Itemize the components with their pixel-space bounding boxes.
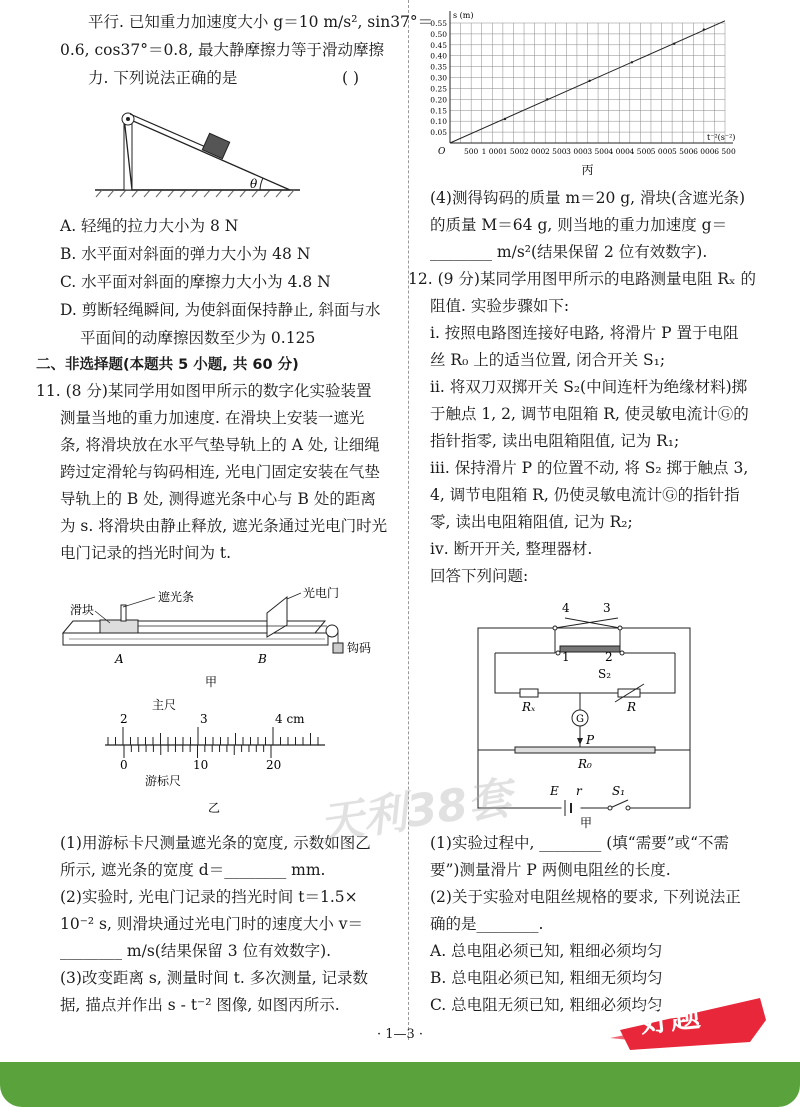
- q11-line2: 测量当地的重力加速度. 在滑块上安装一遮光: [60, 409, 365, 427]
- data-point: [703, 28, 705, 30]
- q11-line3: 条, 将滑块放在水平气垫导轨上的 A 处, 让细绳: [60, 436, 380, 454]
- y-tick-label: 0.10: [430, 117, 447, 127]
- q12-sub1-line1: (1)实验过程中, ________ (填“需要”或“不需: [430, 834, 730, 852]
- main-tick-3: 3: [200, 712, 208, 726]
- x-tick-label: 6 500: [714, 147, 736, 156]
- rope: [130, 114, 208, 148]
- y-tick-label: 0.25: [430, 84, 447, 94]
- data-point: [546, 98, 548, 100]
- data-point: [504, 118, 506, 120]
- label-main-scale: 主尺: [152, 698, 177, 712]
- q11-line7: 电门记录的挡光时间为 t.: [60, 544, 232, 562]
- label-slider: 滑块: [70, 603, 95, 617]
- x-tick-label: 2 500: [545, 147, 567, 156]
- contact-3: 3: [603, 601, 611, 615]
- answer-paren: ( ): [342, 69, 360, 87]
- column-divider: [408, 0, 409, 1040]
- q12-sub1-line2: 要”)测量滑片 P 两侧电阻丝的长度.: [430, 861, 671, 879]
- label-s1: S₁: [612, 784, 626, 798]
- q11-sub2-line1: (2)实验时, 光电门记录的挡光时间 t＝1.5×: [60, 888, 358, 906]
- x-tick-label: 4 500: [629, 147, 652, 156]
- block: [202, 133, 229, 158]
- x-tick-label: 5 000: [650, 147, 673, 156]
- fixed-pulley: [326, 625, 338, 637]
- main-tick-4: 4 cm: [275, 712, 305, 726]
- q12-option-b: B. 总电阻必须已知, 粗细无须均匀: [430, 969, 663, 987]
- q11-sub4-line2: 的质量 M＝64 g, 则当地的重力加速度 g＝: [430, 216, 728, 234]
- q11-line5: 导轨上的 B 处, 测得遮光条中心与 B 处的距离: [60, 490, 376, 508]
- q11-sub4-line3: ________ m/s²(结果保留 2 位有效数字).: [430, 243, 708, 261]
- y-tick-label: 0.20: [430, 95, 447, 105]
- x-tick-label: 4 000: [608, 147, 630, 156]
- contact-1: 1: [562, 650, 570, 664]
- option-d-line1: D. 剪断轻绳瞬间, 为使斜面保持静止, 斜面与水: [60, 301, 381, 319]
- q12-sub2-line1: (2)关于实验对电阻丝规格的要求, 下列说法正: [430, 888, 741, 906]
- label-photogate: 光电门: [303, 586, 340, 600]
- theta-label: θ: [250, 177, 258, 191]
- q12-sub2-line2: 确的是________.: [430, 915, 544, 933]
- vernier-figure: [100, 695, 330, 820]
- x-tick-label: 5 500: [671, 147, 694, 156]
- vernier-tick-20: 20: [266, 758, 282, 772]
- bottom-band: [0, 1062, 800, 1107]
- data-point: [588, 80, 590, 82]
- step3-line2: 4, 调节电阻箱 R, 仍使灵敏电流计Ⓖ的指针指: [430, 486, 740, 504]
- label-r-internal: r: [576, 784, 582, 798]
- vernier-scale-ticks: [124, 745, 271, 758]
- y-tick-label: 0.15: [430, 106, 447, 116]
- label-r: R: [627, 700, 637, 714]
- incline-figure: [90, 105, 310, 200]
- q10-text-line1: 平行. 已知重力加速度大小 g＝10 m/s², sin37°＝: [88, 13, 434, 31]
- label-point-b: B: [258, 652, 267, 666]
- x-tick-label: 3 500: [587, 147, 609, 156]
- q12-option-c: C. 总电阻无须已知, 粗细必须均匀: [430, 996, 663, 1014]
- caption-jia: 甲: [205, 675, 218, 689]
- option-b: B. 水平面对斜面的弹力大小为 48 N: [60, 245, 311, 263]
- y-tick-label: 0.05: [430, 128, 447, 138]
- label-vernier-scale: 游标尺: [145, 774, 182, 788]
- data-point: [673, 43, 675, 45]
- label-e: E: [550, 784, 559, 798]
- hook-weight: [333, 643, 343, 653]
- step2-line2: 于触点 1, 2, 调节电阻箱 R, 使灵敏电流计Ⓖ的: [430, 405, 749, 423]
- step1-line1: ⅰ. 按照电路图连接好电路, 将滑片 P 置于电阻: [430, 324, 739, 342]
- label-s2: S₂: [598, 667, 612, 681]
- chart-y-label: s (m): [453, 11, 474, 20]
- q12-option-a: A. 总电阻必须已知, 粗细必须均匀: [430, 942, 663, 960]
- page-number: · 1—3 ·: [376, 1027, 424, 1042]
- option-d-line2: 平面间的动摩擦因数至少为 0.125: [80, 329, 316, 347]
- y-tick-label: 0.55: [430, 19, 447, 28]
- step2-line3: 指针指零, 读出电阻箱阻值, 记为 R₁;: [430, 432, 680, 450]
- contact-4: 4: [562, 601, 570, 615]
- data-point: [631, 61, 633, 63]
- q10-text-line3: 力. 下列说法正确的是: [88, 69, 238, 87]
- caption-circuit-jia: 甲: [580, 816, 593, 830]
- chart-grid: [450, 11, 736, 143]
- q11-sub2-line3: ________ m/s(结果保留 3 位有效数字).: [60, 942, 332, 960]
- x-tick-label: 2 000: [523, 147, 546, 156]
- label-rx: Rₓ: [522, 700, 536, 714]
- q11-sub4-line1: (4)测得钩码的质量 m＝20 g, 滑块(含遮光条): [430, 189, 746, 207]
- slider-block: [100, 620, 138, 633]
- caption-yi: 乙: [208, 801, 221, 815]
- air-track-figure: [55, 585, 385, 695]
- stamp-text: 好题: [638, 998, 703, 1041]
- q11-sub1-line2: 所示, 遮光条的宽度 d＝________ mm.: [60, 861, 326, 879]
- option-a: A. 轻绳的拉力大小为 8 N: [60, 217, 239, 235]
- q11-line1: 11. (8 分)某同学用如图甲所示的数字化实验装置: [36, 382, 372, 400]
- resistor-rx: [520, 689, 538, 697]
- q11-sub1-line1: (1)用游标卡尺测量遮光条的宽度, 示数如图乙: [60, 834, 371, 852]
- vernier-tick-10: 10: [193, 758, 209, 772]
- x-tick-label: 1 500: [502, 147, 525, 156]
- contact-2: 2: [605, 650, 613, 664]
- step4: ⅳ. 断开开关, 整理器材.: [430, 540, 593, 558]
- x-tick-label: 1 000: [481, 147, 504, 156]
- shade-strip: [121, 605, 126, 621]
- x-tick-label: 6 000: [693, 147, 715, 156]
- y-tick-label: 0.30: [430, 73, 447, 83]
- q11-sub3-line2: 据, 描点并作出 s - t⁻² 图像, 如图丙所示.: [60, 996, 340, 1014]
- s-t-chart: [425, 8, 765, 178]
- y-tick-label: 0.35: [430, 62, 447, 72]
- y-tick-label: 0.50: [430, 29, 447, 39]
- q11-sub3-line1: (3)改变距离 s, 测量时间 t. 多次测量, 记录数: [60, 969, 369, 987]
- label-r0: R₀: [578, 757, 592, 771]
- q11-line6: 为 s. 将滑块由静止释放, 遮光条通过光电门时光: [60, 517, 388, 535]
- q10-text-line2: 0.6, cos37°＝0.8, 最大静摩擦力等于滑动摩擦: [60, 41, 384, 59]
- x-tick-label: 3 000: [566, 147, 588, 156]
- chart-x-label: t⁻²(s⁻²): [707, 133, 736, 142]
- q11-sub2-line2: 10⁻² s, 则滑块通过光电门时的速度大小 v＝: [60, 915, 364, 933]
- option-c: C. 水平面对斜面的摩擦力大小为 4.8 N: [60, 273, 331, 291]
- label-p: P: [586, 733, 595, 747]
- x-tick-label: 500: [463, 147, 479, 156]
- caption-bing: 丙: [581, 163, 594, 177]
- q11-line4: 跨过定滑轮与钩码相连, 光电门固定安装在气垫: [60, 463, 380, 481]
- watermark-logo: 天利38套: [316, 772, 515, 851]
- step2-line1: ⅱ. 将双刀双掷开关 S₂(中间连杆为绝缘材料)掷: [430, 378, 748, 396]
- step3-line3: 零, 读出电阻箱阻值, 记为 R₂;: [430, 513, 633, 531]
- chart-origin: O: [438, 147, 446, 157]
- y-tick-label: 0.40: [430, 51, 447, 61]
- label-hook-weight: 钩码: [347, 641, 372, 655]
- step3-line1: ⅲ. 保持滑片 P 的位置不动, 将 S₂ 掷于触点 3,: [430, 459, 749, 477]
- label-g: G: [576, 714, 584, 725]
- label-point-a: A: [115, 652, 124, 666]
- incline-slope: [124, 117, 290, 190]
- q12-line1: 12. (9 分)某同学用图甲所示的电路测量电阻 Rₓ 的: [408, 270, 757, 288]
- step1-line2: 丝 R₀ 上的适当位置, 闭合开关 S₁;: [430, 351, 666, 369]
- main-scale-ticks: [108, 727, 318, 745]
- ground-hatch: [96, 190, 294, 197]
- y-tick-label: 0.45: [430, 40, 447, 50]
- label-shade-strip: 遮光条: [158, 590, 195, 604]
- section-heading: 二、非选择题(本题共 5 小题, 共 60 分): [36, 357, 299, 373]
- q12-line2: 阻值. 实验步骤如下:: [430, 297, 570, 315]
- resistance-wire-r0: [515, 747, 655, 753]
- answer-prompt: 回答下列问题:: [430, 567, 529, 585]
- vernier-tick-0: 0: [120, 758, 128, 772]
- main-tick-2: 2: [120, 712, 128, 726]
